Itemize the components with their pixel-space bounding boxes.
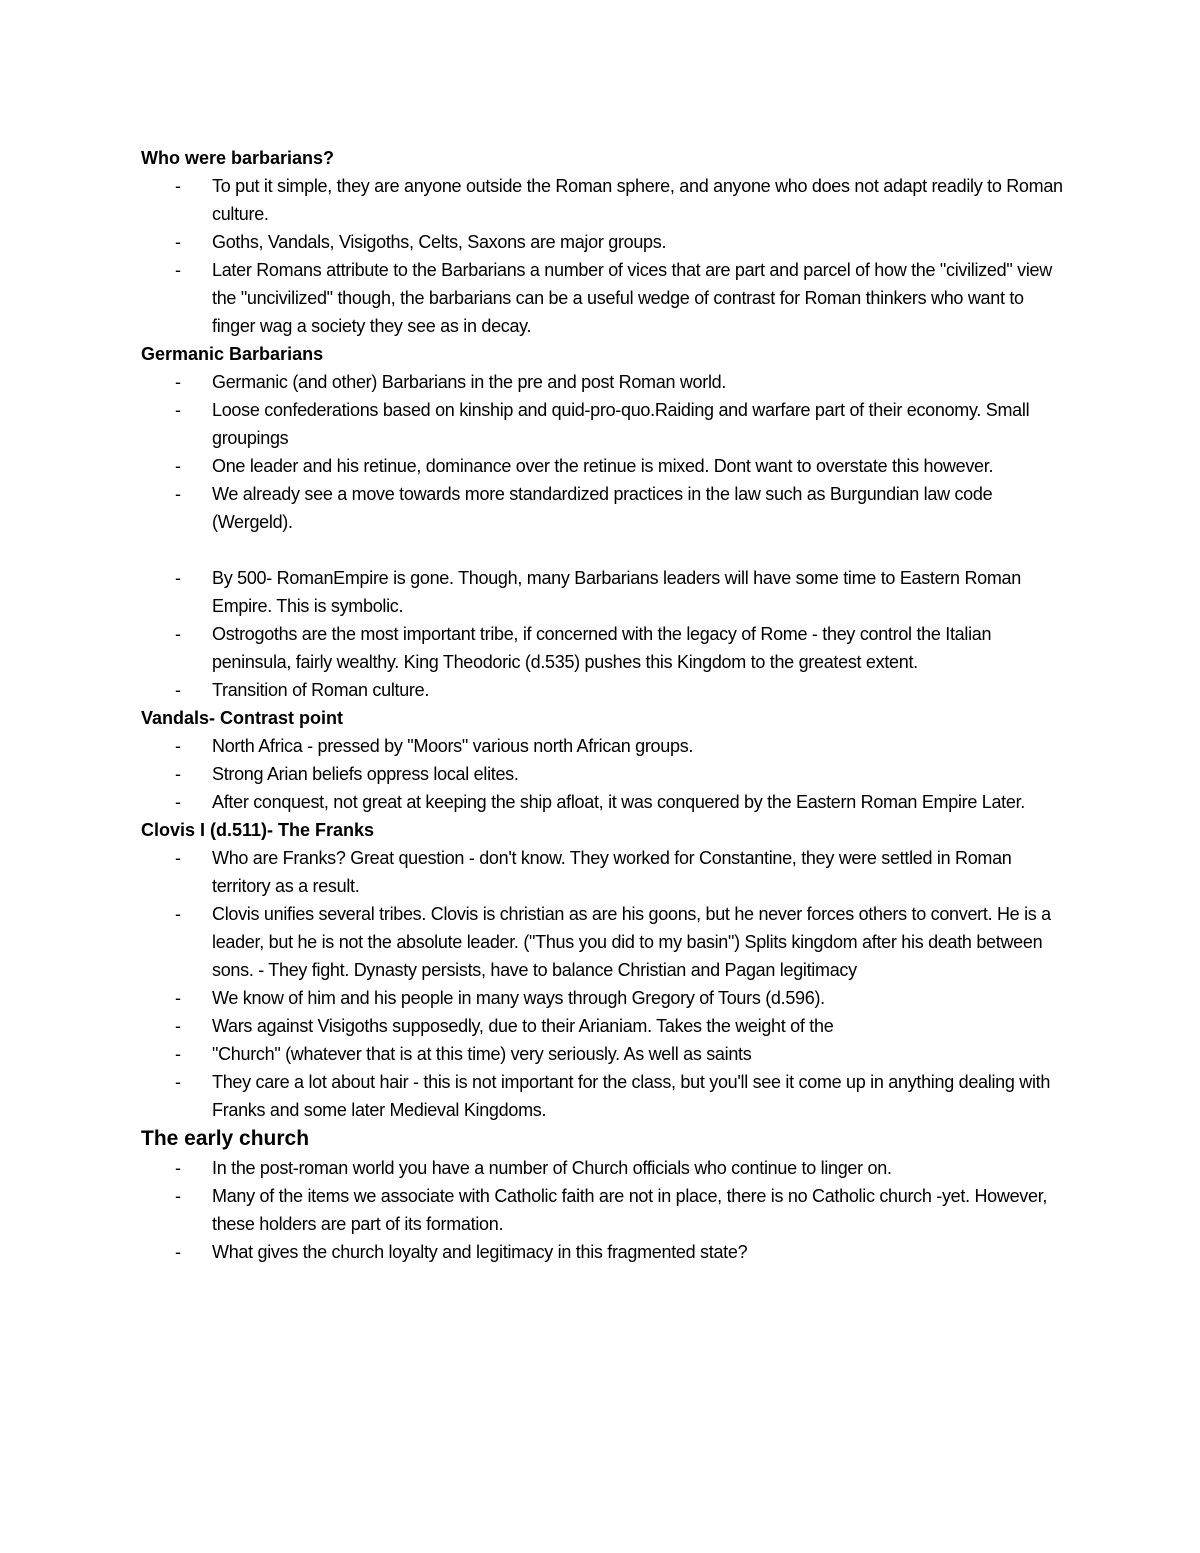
list-item: - To put it simple, they are anyone outside the Roman sphere, and anyone who does not adapt readily to Roman culture.	[141, 172, 1071, 228]
bullet-list	[141, 1154, 1071, 1266]
list-item: - After conquest, not great at keeping the ship afloat, it was conquered by the Eastern Roman Empire Later.	[141, 788, 1071, 816]
section-heading: Clovis I (d.511)- The Franks	[141, 820, 375, 840]
list-item: - Goths, Vandals, Visigoths, Celts, Saxons are major groups.	[141, 228, 1071, 256]
list-item: - Loose confederations based on kinship and quid-pro-quo.Raiding and warfare part of their economy. Small groupings	[141, 396, 1071, 452]
list-item: - Transition of Roman culture.	[141, 676, 1071, 704]
bullet-list	[141, 368, 1071, 536]
list-item: - Wars against Visigoths supposedly, due to their Arianiam. Takes the weight of the	[141, 1012, 1071, 1040]
list-item: - Ostrogoths are the most important tribe, if concerned with the legacy of Rome - they control the Italian peninsula, fairly wealthy. King Theodoric (d.535) pushes this Kingdom to the greatest extent.	[141, 620, 1071, 676]
bullet-list	[141, 564, 1071, 704]
list-item: - Who are Franks? Great question - don't know. They worked for Constantine, they were settled in Roman territory as a result.	[141, 844, 1071, 900]
list-item: - They care a lot about hair - this is not important for the class, but you'll see it come up in anything dealing with Franks and some later Medieval Kingdoms.	[141, 1068, 1071, 1124]
list-item: - One leader and his retinue, dominance over the retinue is mixed. Dont want to overstate this however.	[141, 452, 1071, 480]
list-item: - Many of the items we associate with Catholic faith are not in place, there is no Catholic church -yet. However, these holders are part of its formation.	[141, 1182, 1071, 1238]
section-who-were-barbarians	[141, 144, 1071, 340]
section-early-church	[141, 1124, 1071, 1266]
list-item: - Strong Arian beliefs oppress local elites.	[141, 760, 1071, 788]
list-item: - Later Romans attribute to the Barbarians a number of vices that are part and parcel of how the "civilized" view the "uncivilized" though, the barbarians can be a useful wedge of contrast for Roman thinkers who want to finger wag a society they see as in decay.	[141, 256, 1071, 340]
list-item: - In the post-roman world you have a number of Church officials who continue to linger on.	[141, 1154, 1071, 1182]
list-item: - We know of him and his people in many ways through Gregory of Tours (d.596).	[141, 984, 1071, 1012]
list-item: - North Africa - pressed by "Moors" various north African groups.	[141, 732, 1071, 760]
section-heading: Germanic Barbarians	[141, 344, 324, 364]
bullet-list	[141, 844, 1071, 1124]
list-item: - What gives the church loyalty and legitimacy in this fragmented state?	[141, 1238, 1071, 1266]
section-heading: Who were barbarians?	[141, 148, 335, 168]
section-heading: Vandals- Contrast point	[141, 708, 344, 728]
list-item: - Germanic (and other) Barbarians in the pre and post Roman world.	[141, 368, 1071, 396]
list-item: - "Church" (whatever that is at this time) very seriously. As well as saints	[141, 1040, 1071, 1068]
section-heading: The early church	[141, 1127, 310, 1150]
section-clovis	[141, 816, 1071, 1124]
blank-line	[141, 536, 1071, 564]
list-item: - We already see a move towards more standardized practices in the law such as Burgundian law code (Wergeld).	[141, 480, 1071, 536]
document-body	[141, 144, 1071, 1266]
bullet-list	[141, 172, 1071, 340]
section-vandals	[141, 704, 1071, 816]
list-item: - By 500- RomanEmpire is gone. Though, many Barbarians leaders will have some time to Eastern Roman Empire. This is symbolic.	[141, 564, 1071, 620]
list-item: - Clovis unifies several tribes. Clovis is christian as are his goons, but he never forces others to convert. He is a leader, but he is not the absolute leader. ("Thus you did to my basin") Splits kingdom after his death between sons. - They fight. Dynasty persists, have to balance Christian and Pagan legitimacy	[141, 900, 1071, 984]
bullet-list	[141, 732, 1071, 816]
section-germanic-barbarians	[141, 340, 1071, 704]
